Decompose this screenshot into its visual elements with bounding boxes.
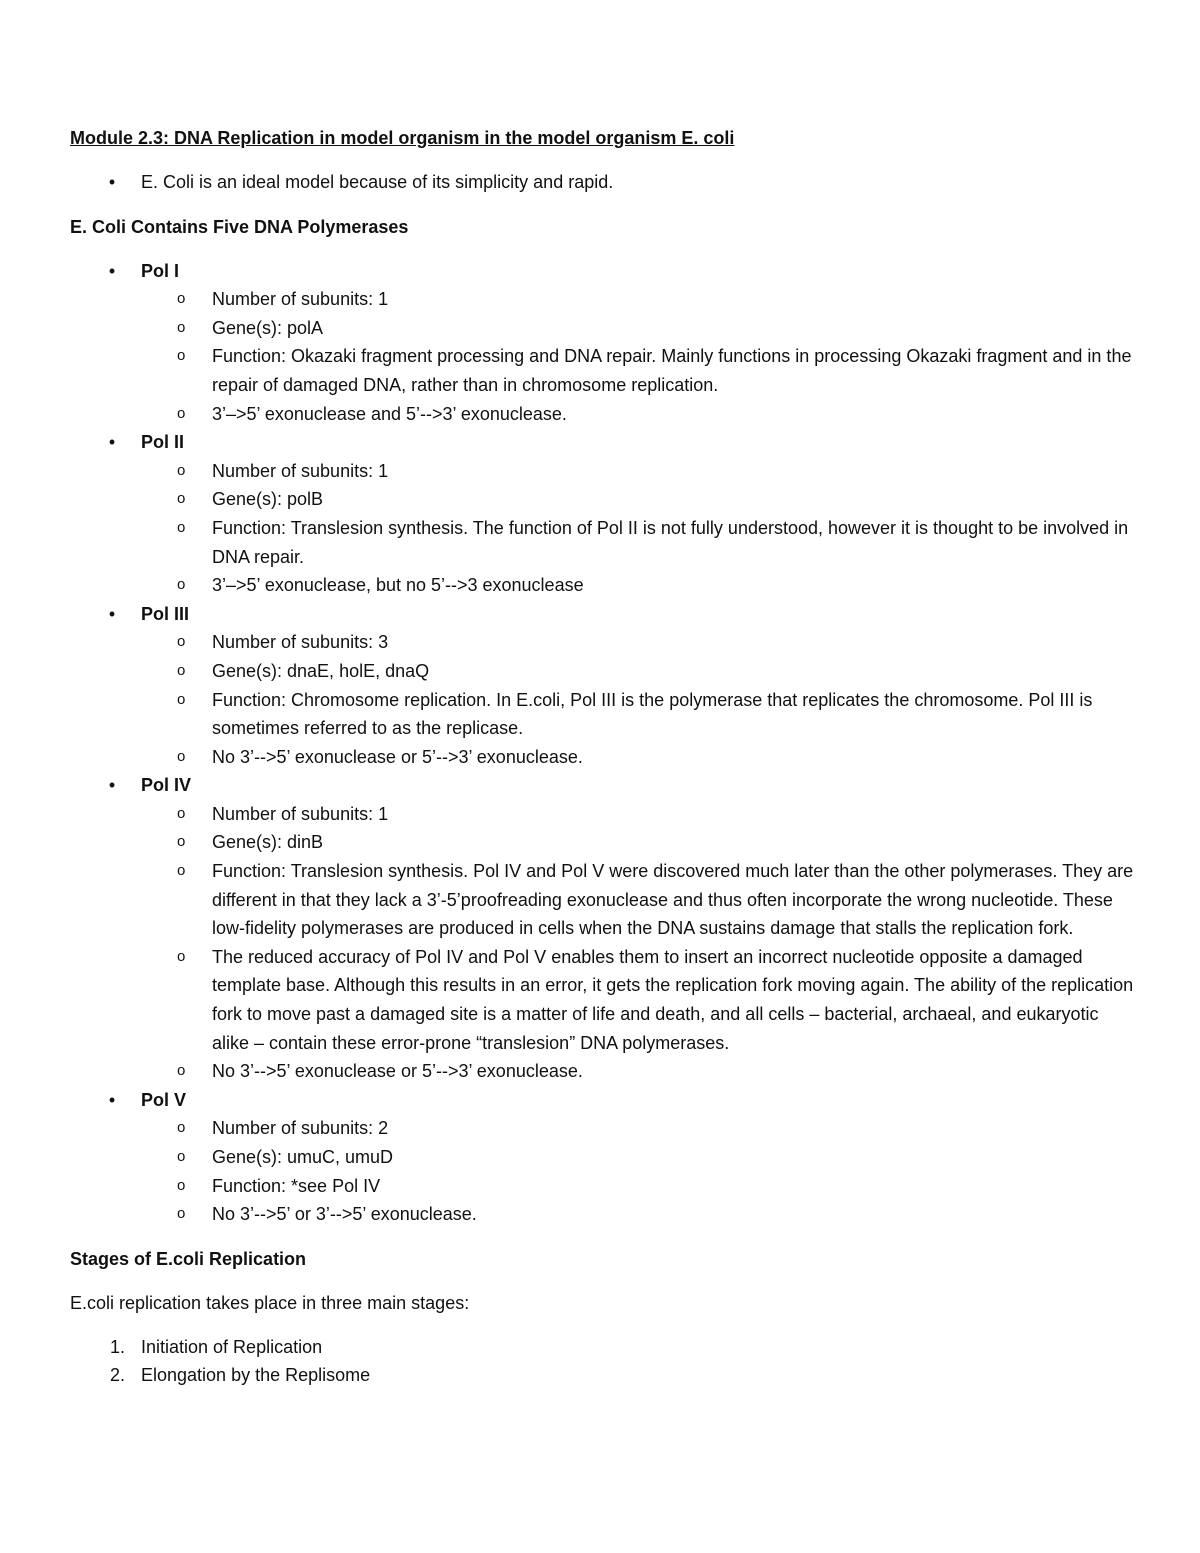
polymerase-name: Pol I (141, 260, 180, 281)
sub-bullet-circle: o (177, 1062, 186, 1080)
polymerase-name: Pol III (141, 603, 190, 624)
polymerase-detail-text: Function: Translesion synthesis. Pol IV and Pol V were discovered much later than the other polymerases. They are different in that they lack a 3’-5’proofreading exonuclease and thus often incorporate the wrong nucleotide. These low-fidelity polymerases are produced in cells when the DNA sustains damage that stalls the replication fork. (212, 861, 1134, 939)
polymerase-detail-text: Gene(s): polB (212, 489, 324, 510)
polymerase-detail-item (141, 485, 1140, 514)
polymerase-detail-item (141, 571, 1140, 600)
polymerase-detail-item (141, 342, 1140, 399)
polymerase-detail-list (141, 1114, 1140, 1228)
sub-bullet-circle: o (177, 947, 186, 965)
polymerase-item (70, 600, 1140, 772)
polymerase-detail-text: Number of subunits: 3 (212, 632, 389, 653)
polymerase-detail-text: The reduced accuracy of Pol IV and Pol V enables them to insert an incorrect nucleotide opposite a damaged template base. Although this results in an error, it gets the replication fork moving again. The ability of the replication fork to move past a damaged site is a matter of life and death, and all cells – bacterial, archaeal, and eukaryotic alike – contain these error-prone “translesion” DNA polymerases. (212, 946, 1134, 1053)
stage-text: Initiation of Replication (141, 1336, 323, 1357)
polymerase-detail-text: Gene(s): umuC, umuD (212, 1147, 394, 1167)
sub-bullet-circle: o (177, 318, 186, 336)
polymerase-detail-item (141, 828, 1140, 857)
bullet-dot: • (108, 172, 116, 192)
polymerase-detail-text: No 3’-->5’ exonuclease or 5’-->3’ exonuclease. (212, 1061, 583, 1082)
stages-intro-paragraph: E.coli replication takes place in three main stages: (70, 1292, 470, 1313)
polymerase-detail-item (141, 857, 1140, 943)
polymerase-detail-item (141, 686, 1140, 743)
polymerase-detail-text: Number of subunits: 1 (212, 803, 389, 824)
polymerase-detail-text: Function: Chromosome replication. In E.coli, Pol III is the polymerase that replicates the chromosome. Pol III is sometimes referred to as the replicase. (212, 689, 1093, 739)
polymerase-detail-list (141, 285, 1140, 428)
polymerase-detail-item (141, 1057, 1140, 1086)
polymerase-detail-item (141, 1172, 1140, 1201)
sub-bullet-circle: o (177, 804, 186, 822)
document-page (70, 124, 1140, 1390)
polymerase-detail-item (141, 800, 1140, 829)
sub-bullet-circle: o (177, 1119, 186, 1137)
intro-bullet (70, 168, 1140, 197)
section-heading-polymerases: E. Coli Contains Five DNA Polymerases (70, 216, 409, 237)
sub-bullet-circle: o (177, 290, 186, 308)
sub-bullet-circle: o (177, 747, 186, 765)
stage-text: Elongation by the Replisome (141, 1365, 371, 1386)
polymerase-item (70, 1086, 1140, 1229)
intro-list (70, 168, 1140, 197)
bullet-dot: • (108, 603, 116, 624)
polymerase-list (70, 257, 1140, 1229)
polymerase-detail-item (141, 1143, 1140, 1172)
intro-bullet-text: E. Coli is an ideal model because of its simplicity and rapid. (141, 172, 614, 192)
polymerase-name: Pol V (141, 1089, 187, 1110)
polymerase-detail-text: Number of subunits: 1 (212, 460, 389, 481)
polymerase-detail-text: Function: *see Pol IV (212, 1175, 381, 1196)
polymerase-detail-text: Gene(s): polA (212, 317, 324, 338)
polymerase-detail-text: Gene(s): dinB (212, 832, 324, 853)
bullet-dot: • (108, 260, 116, 281)
sub-bullet-circle: o (177, 833, 186, 851)
polymerase-detail-text: Function: Translesion synthesis. The function of Pol II is not fully understood, however it is thought to be involved in DNA repair. (212, 517, 1129, 567)
polymerase-detail-list (141, 628, 1140, 771)
polymerase-detail-text: Gene(s): dnaE, holE, dnaQ (212, 660, 430, 681)
polymerase-detail-item (141, 400, 1140, 429)
polymerase-detail-item (141, 657, 1140, 686)
polymerase-detail-item (141, 943, 1140, 1057)
sub-bullet-circle: o (177, 347, 186, 365)
stage-number: 2. (109, 1365, 125, 1386)
bullet-dot: • (108, 775, 116, 796)
stages-list (70, 1333, 1140, 1390)
polymerase-detail-item (141, 1114, 1140, 1143)
sub-bullet-circle: o (177, 661, 186, 679)
polymerase-detail-list (141, 800, 1140, 1086)
polymerase-detail-item (141, 457, 1140, 486)
polymerase-detail-text: No 3’-->5’ or 3’-->5’ exonuclease. (212, 1204, 477, 1225)
sub-bullet-circle: o (177, 862, 186, 880)
polymerase-detail-text: Number of subunits: 1 (212, 289, 389, 310)
polymerase-detail-item (141, 743, 1140, 772)
sub-bullet-circle: o (177, 690, 186, 708)
polymerase-detail-item (141, 628, 1140, 657)
polymerase-detail-item (141, 314, 1140, 343)
polymerase-detail-item (141, 285, 1140, 314)
polymerase-name: Pol IV (141, 775, 192, 796)
polymerase-detail-text: No 3’-->5’ exonuclease or 5’-->3’ exonuclease. (212, 746, 583, 767)
document-title: Module 2.3: DNA Replication in model organism in the model organism E. coli (70, 128, 735, 148)
polymerase-name: Pol II (141, 432, 185, 453)
polymerase-detail-text: 3’–>5’ exonuclease and 5’-->3’ exonuclease. (212, 403, 567, 424)
stage-number: 1. (109, 1336, 125, 1357)
polymerase-item (70, 428, 1140, 600)
polymerase-detail-item (141, 1200, 1140, 1229)
polymerase-detail-text: Function: Okazaki fragment processing and DNA repair. Mainly functions in processing Okazaki fragment and in the repair of damaged DNA, rather than in chromosome replication. (212, 346, 1132, 395)
polymerase-item (70, 257, 1140, 429)
sub-bullet-circle: o (177, 1205, 186, 1223)
sub-bullet-circle: o (177, 404, 186, 422)
sub-bullet-circle: o (177, 1176, 186, 1194)
stage-item (70, 1333, 1140, 1362)
section-heading-stages: Stages of E.coli Replication (70, 1248, 307, 1269)
sub-bullet-circle: o (177, 518, 186, 536)
sub-bullet-circle: o (177, 1148, 186, 1165)
polymerase-detail-item (141, 514, 1140, 571)
stage-item (70, 1361, 1140, 1390)
sub-bullet-circle: o (177, 576, 186, 594)
sub-bullet-circle: o (177, 633, 186, 651)
bullet-dot: • (108, 1089, 116, 1110)
polymerase-item (70, 771, 1140, 1086)
polymerase-detail-text: Number of subunits: 2 (212, 1118, 389, 1139)
bullet-dot: • (108, 432, 116, 453)
polymerase-detail-list (141, 457, 1140, 600)
sub-bullet-circle: o (177, 461, 186, 479)
polymerase-detail-text: 3’–>5’ exonuclease, but no 5’-->3 exonuclease (212, 575, 584, 596)
sub-bullet-circle: o (177, 490, 186, 508)
